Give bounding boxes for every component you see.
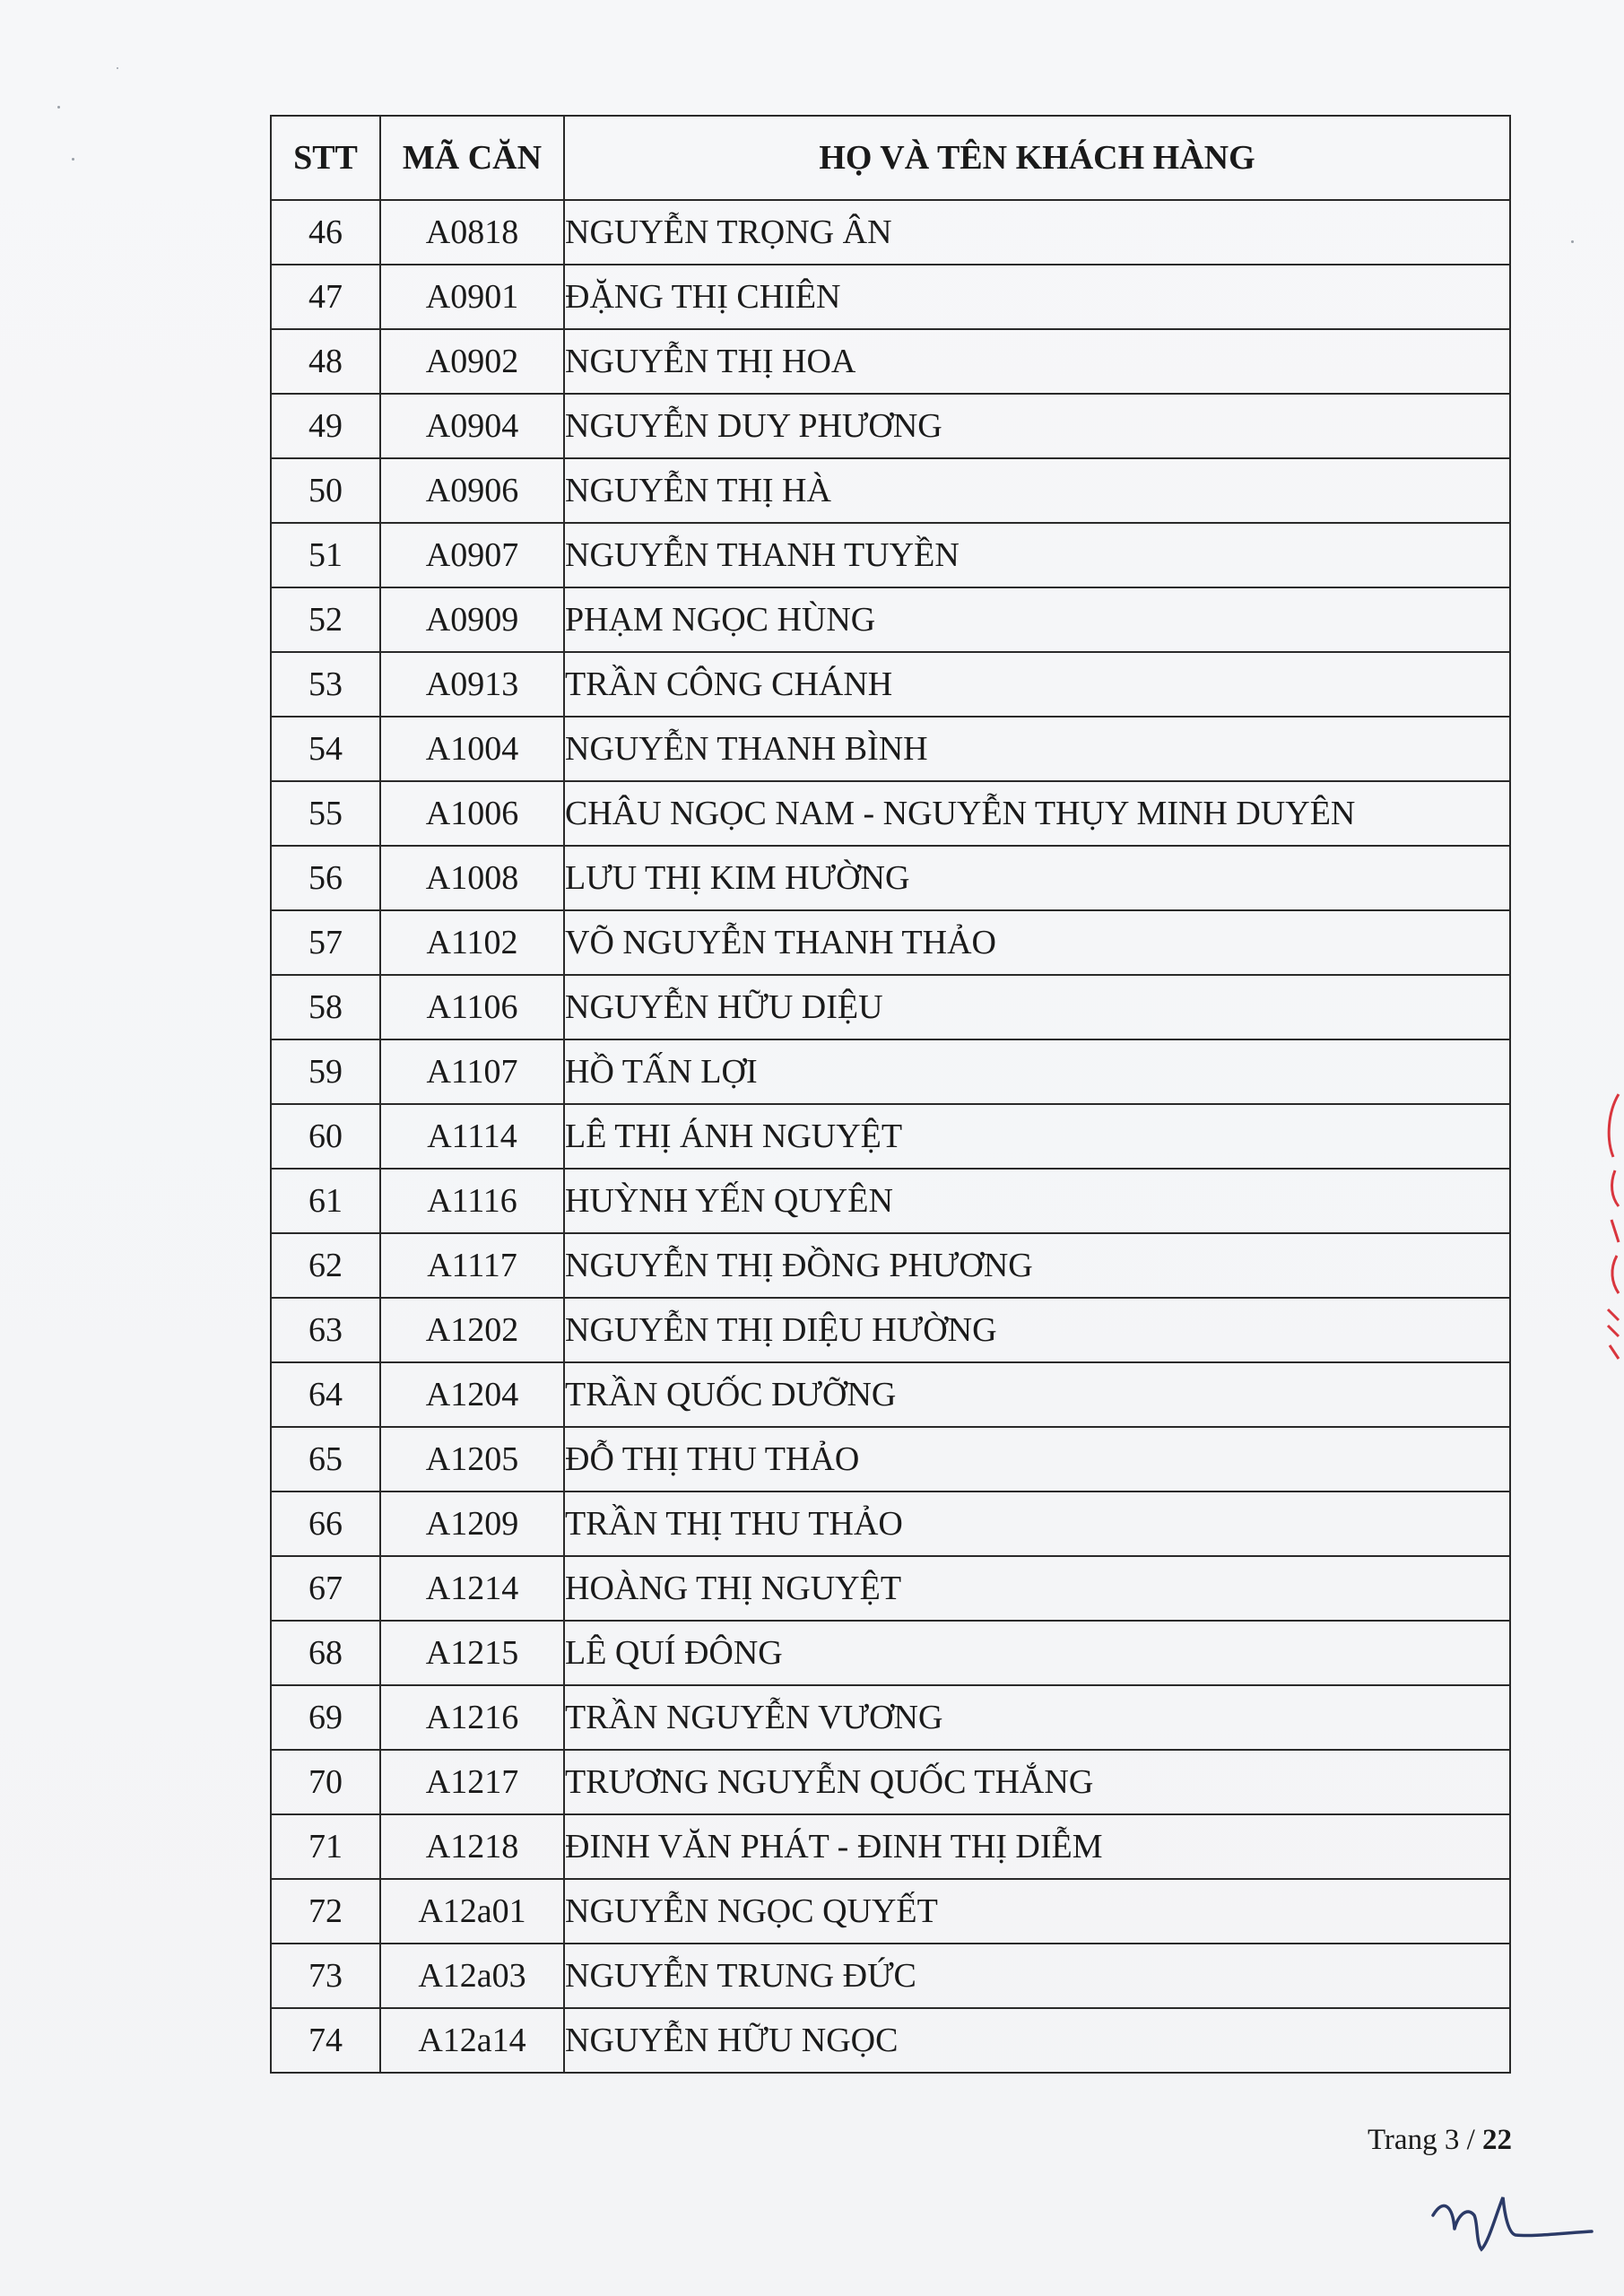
cell-stt: 70 — [271, 1750, 380, 1814]
cell-customer-name: TRẦN THỊ THU THẢO — [564, 1492, 1510, 1556]
cell-unit-code: A1216 — [380, 1685, 564, 1750]
table-body — [271, 200, 1510, 2073]
cell-unit-code: A0901 — [380, 265, 564, 329]
table-row — [271, 329, 1510, 394]
scan-speck — [117, 67, 118, 69]
cell-customer-name: TRƯƠNG NGUYỄN QUỐC THẮNG — [564, 1750, 1510, 1814]
cell-customer-name: PHẠM NGỌC HÙNG — [564, 587, 1510, 652]
table-row — [271, 1944, 1510, 2008]
cell-stt: 53 — [271, 652, 380, 717]
cell-customer-name: NGUYỄN THỊ HOA — [564, 329, 1510, 394]
table-row — [271, 2008, 1510, 2073]
cell-stt: 57 — [271, 910, 380, 975]
cell-unit-code: A1205 — [380, 1427, 564, 1492]
table-row — [271, 1685, 1510, 1750]
cell-customer-name: NGUYỄN HỮU DIỆU — [564, 975, 1510, 1039]
cell-customer-name: HUỲNH YẾN QUYÊN — [564, 1169, 1510, 1233]
cell-customer-name: NGUYỄN TRUNG ĐỨC — [564, 1944, 1510, 2008]
signature-initials — [1426, 2179, 1596, 2260]
cell-stt: 52 — [271, 587, 380, 652]
cell-customer-name: ĐẶNG THỊ CHIÊN — [564, 265, 1510, 329]
cell-stt: 48 — [271, 329, 380, 394]
cell-stt: 71 — [271, 1814, 380, 1879]
cell-unit-code: A1102 — [380, 910, 564, 975]
cell-stt: 49 — [271, 394, 380, 458]
cell-customer-name: ĐỖ THỊ THU THẢO — [564, 1427, 1510, 1492]
cell-stt: 58 — [271, 975, 380, 1039]
cell-unit-code: A1116 — [380, 1169, 564, 1233]
table-row — [271, 1169, 1510, 1233]
cell-customer-name: ĐINH VĂN PHÁT - ĐINH THỊ DIỄM — [564, 1814, 1510, 1879]
cell-stt: 65 — [271, 1427, 380, 1492]
table-row — [271, 1750, 1510, 1814]
cell-unit-code: A0906 — [380, 458, 564, 523]
cell-unit-code: A0904 — [380, 394, 564, 458]
cell-stt: 74 — [271, 2008, 380, 2073]
cell-customer-name: TRẦN QUỐC DƯỠNG — [564, 1362, 1510, 1427]
cell-stt: 66 — [271, 1492, 380, 1556]
cell-stt: 68 — [271, 1621, 380, 1685]
table-row — [271, 200, 1510, 265]
cell-unit-code: A1107 — [380, 1039, 564, 1104]
table-row — [271, 458, 1510, 523]
cell-unit-code: A1006 — [380, 781, 564, 846]
table-row — [271, 1492, 1510, 1556]
table-row — [271, 717, 1510, 781]
cell-unit-code: A12a14 — [380, 2008, 564, 2073]
cell-unit-code: A1217 — [380, 1750, 564, 1814]
customer-table — [270, 115, 1511, 2074]
cell-stt: 61 — [271, 1169, 380, 1233]
cell-unit-code: A1106 — [380, 975, 564, 1039]
cell-stt: 47 — [271, 265, 380, 329]
cell-unit-code: A1202 — [380, 1298, 564, 1362]
table-row — [271, 781, 1510, 846]
cell-customer-name: NGUYỄN DUY PHƯƠNG — [564, 394, 1510, 458]
table-row — [271, 1039, 1510, 1104]
scan-speck — [1571, 240, 1574, 243]
table-row — [271, 394, 1510, 458]
cell-customer-name: NGUYỄN THỊ DIỆU HƯỜNG — [564, 1298, 1510, 1362]
cell-unit-code: A12a01 — [380, 1879, 564, 1944]
cell-customer-name: LƯU THỊ KIM HƯỜNG — [564, 846, 1510, 910]
table-header-row — [271, 116, 1510, 200]
cell-customer-name: CHÂU NGỌC NAM - NGUYỄN THỤY MINH DUYÊN — [564, 781, 1510, 846]
cell-customer-name: LÊ QUÍ ĐÔNG — [564, 1621, 1510, 1685]
cell-unit-code: A0913 — [380, 652, 564, 717]
cell-customer-name: NGUYỄN NGỌC QUYẾT — [564, 1879, 1510, 1944]
table-row — [271, 846, 1510, 910]
red-stamp-fragment — [1592, 1085, 1624, 1381]
cell-unit-code: A0907 — [380, 523, 564, 587]
cell-customer-name: NGUYỄN THANH BÌNH — [564, 717, 1510, 781]
header-unit-code: MÃ CĂN — [380, 116, 564, 200]
cell-customer-name: NGUYỄN THỊ ĐỒNG PHƯƠNG — [564, 1233, 1510, 1298]
page-number-prefix: Trang 3 / — [1367, 2124, 1475, 2156]
table-row — [271, 1298, 1510, 1362]
cell-unit-code: A0818 — [380, 200, 564, 265]
header-customer-name: HỌ VÀ TÊN KHÁCH HÀNG — [564, 116, 1510, 200]
table-row — [271, 910, 1510, 975]
cell-unit-code: A0902 — [380, 329, 564, 394]
cell-customer-name: TRẦN NGUYỄN VƯƠNG — [564, 1685, 1510, 1750]
cell-stt: 55 — [271, 781, 380, 846]
cell-stt: 50 — [271, 458, 380, 523]
cell-customer-name: VÕ NGUYỄN THANH THẢO — [564, 910, 1510, 975]
cell-stt: 54 — [271, 717, 380, 781]
header-stt: STT — [271, 116, 380, 200]
table-row — [271, 1104, 1510, 1169]
cell-unit-code: A1214 — [380, 1556, 564, 1621]
cell-stt: 69 — [271, 1685, 380, 1750]
table-row — [271, 652, 1510, 717]
table-row — [271, 1814, 1510, 1879]
cell-customer-name: NGUYỄN TRỌNG ÂN — [564, 200, 1510, 265]
cell-unit-code: A1008 — [380, 846, 564, 910]
table-row — [271, 1362, 1510, 1427]
cell-unit-code: A1004 — [380, 717, 564, 781]
cell-customer-name: NGUYỄN HỮU NGỌC — [564, 2008, 1510, 2073]
cell-stt: 73 — [271, 1944, 380, 2008]
table-row — [271, 587, 1510, 652]
cell-unit-code: A0909 — [380, 587, 564, 652]
page-number-total: 22 — [1482, 2124, 1512, 2156]
cell-unit-code: A1204 — [380, 1362, 564, 1427]
scan-speck — [57, 106, 60, 109]
cell-stt: 60 — [271, 1104, 380, 1169]
table-row — [271, 265, 1510, 329]
cell-customer-name: HỒ TẤN LỢI — [564, 1039, 1510, 1104]
table-row — [271, 1621, 1510, 1685]
cell-stt: 62 — [271, 1233, 380, 1298]
cell-unit-code: A1117 — [380, 1233, 564, 1298]
table-row — [271, 1233, 1510, 1298]
table-row — [271, 975, 1510, 1039]
table-row — [271, 1427, 1510, 1492]
cell-unit-code: A1209 — [380, 1492, 564, 1556]
page-number — [1368, 2124, 1512, 2157]
cell-stt: 46 — [271, 200, 380, 265]
cell-stt: 51 — [271, 523, 380, 587]
cell-stt: 64 — [271, 1362, 380, 1427]
cell-unit-code: A1114 — [380, 1104, 564, 1169]
cell-stt: 72 — [271, 1879, 380, 1944]
table-row — [271, 1879, 1510, 1944]
cell-unit-code: A12a03 — [380, 1944, 564, 2008]
cell-unit-code: A1215 — [380, 1621, 564, 1685]
cell-customer-name: HOÀNG THỊ NGUYỆT — [564, 1556, 1510, 1621]
table-row — [271, 523, 1510, 587]
cell-stt: 59 — [271, 1039, 380, 1104]
cell-customer-name: LÊ THỊ ÁNH NGUYỆT — [564, 1104, 1510, 1169]
table-row — [271, 1556, 1510, 1621]
cell-customer-name: TRẦN CÔNG CHÁNH — [564, 652, 1510, 717]
cell-stt: 56 — [271, 846, 380, 910]
cell-stt: 63 — [271, 1298, 380, 1362]
cell-unit-code: A1218 — [380, 1814, 564, 1879]
cell-customer-name: NGUYỄN THANH TUYỀN — [564, 523, 1510, 587]
cell-stt: 67 — [271, 1556, 380, 1621]
cell-customer-name: NGUYỄN THỊ HÀ — [564, 458, 1510, 523]
scan-speck — [72, 158, 74, 161]
